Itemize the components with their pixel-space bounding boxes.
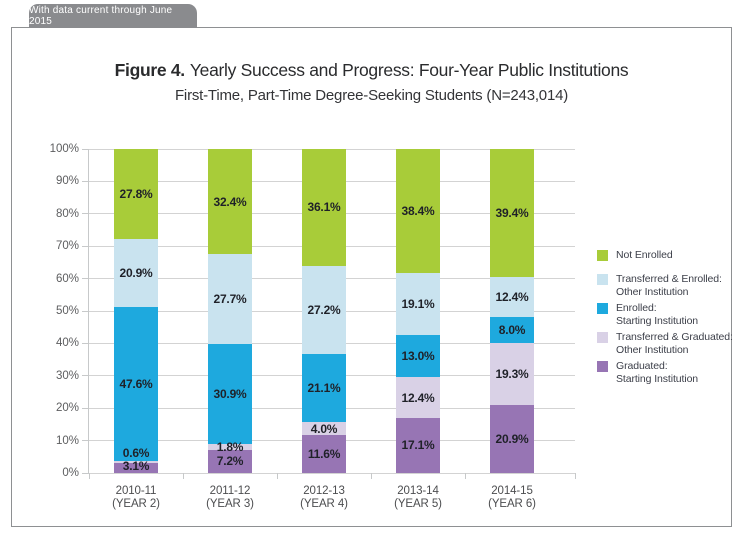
- legend-label: [616, 249, 673, 262]
- data-currency-label: With data current through June 2015: [29, 5, 173, 27]
- legend-item-transferred-graduated: [597, 332, 737, 357]
- legend-label: [616, 360, 698, 386]
- bar-segment-label: 19.3%: [495, 367, 529, 382]
- data-currency-tab: [29, 4, 197, 28]
- figure-number: Figure 4.: [114, 60, 185, 80]
- x-axis-tick: [465, 473, 466, 479]
- bar-segment-label: 19.1%: [401, 297, 435, 312]
- y-axis-label: 10%: [55, 434, 79, 447]
- x-axis-tick: [371, 473, 372, 479]
- y-axis-label: 20%: [55, 402, 79, 415]
- x-axis-label: [277, 485, 371, 511]
- legend-label: [616, 302, 698, 328]
- bar-segment-label: 1.8%: [216, 439, 244, 454]
- y-axis-label: 30%: [55, 369, 79, 382]
- figure-title-text: Yearly Success and Progress: Four-Year Public Institutions: [189, 60, 629, 80]
- x-axis-label-line: 2014-15: [491, 485, 533, 497]
- x-axis-label-line: 2012-13: [303, 485, 345, 497]
- y-axis-label: 60%: [55, 272, 79, 285]
- bar-segment-label: 21.1%: [307, 381, 341, 396]
- bar-segment-label: 27.2%: [307, 303, 341, 318]
- y-axis-label: 40%: [55, 337, 79, 350]
- legend-swatch-transferred-graduated: [597, 332, 608, 343]
- legend-item-not-enrolled: [597, 250, 737, 262]
- x-axis-tick: [89, 473, 90, 479]
- bar-segment-label: 17.1%: [401, 438, 435, 453]
- bar-segment-label: 36.1%: [307, 200, 341, 215]
- x-axis-label-line: (YEAR 4): [300, 498, 348, 510]
- figure-title: [12, 60, 731, 81]
- y-axis-label: 100%: [49, 143, 79, 155]
- bar-segment-label: 27.7%: [213, 291, 247, 306]
- y-axis-line: [88, 149, 89, 473]
- legend-label-line: Starting Institution: [616, 373, 699, 385]
- bar-segment-label: 39.4%: [495, 205, 529, 220]
- y-axis-label: 70%: [55, 240, 79, 253]
- bar-segment-label: 47.6%: [119, 376, 153, 391]
- legend-label-line: Other Institution: [616, 286, 689, 298]
- bar-segment-label: 20.9%: [119, 265, 153, 280]
- x-axis-label: [89, 485, 183, 511]
- bar-segment-label: 3.1%: [122, 459, 150, 473]
- bar-segment-label: 0.6%: [122, 446, 150, 460]
- x-axis-label-line: (YEAR 3): [206, 498, 254, 510]
- legend-label-line: Not Enrolled: [616, 249, 673, 261]
- legend-swatch-transferred-enrolled: [597, 274, 608, 285]
- x-axis-label-line: 2010-11: [115, 485, 157, 497]
- x-axis-label-line: (YEAR 6): [488, 498, 536, 510]
- legend-item-enrolled-starting: [597, 303, 737, 328]
- y-axis-label: 80%: [55, 207, 79, 220]
- bar-segment-label: 11.6%: [307, 447, 341, 462]
- bar-segment-label: 12.4%: [495, 289, 529, 304]
- x-axis-label-line: (YEAR 5): [394, 498, 442, 510]
- x-axis-label-line: 2013-14: [397, 485, 439, 497]
- x-axis-tick: [183, 473, 184, 479]
- figure-subtitle: First-Time, Part-Time Degree-Seeking Students (N=243,014): [174, 87, 569, 104]
- y-axis-label: 90%: [55, 175, 79, 188]
- bar-segment-label: 27.8%: [119, 187, 153, 202]
- figure-border-box: [11, 27, 732, 527]
- x-axis-label-line: 2011-12: [209, 485, 251, 497]
- legend-label-line: Transferred & Enrolled:: [616, 273, 722, 285]
- y-axis-label: 50%: [55, 305, 79, 317]
- legend-label-line: Starting Institution: [616, 315, 699, 327]
- bar-segment-label: 8.0%: [498, 322, 526, 337]
- chart-legend: [597, 250, 737, 390]
- bar-segment-label: 20.9%: [495, 432, 529, 447]
- figure-header: [12, 60, 731, 104]
- bar-segment-label: 12.4%: [401, 390, 435, 405]
- bar-segment-label: 32.4%: [213, 194, 247, 209]
- legend-swatch-enrolled-starting: [597, 303, 608, 314]
- bar-segment-label: 7.2%: [216, 454, 244, 469]
- legend-label-line: Other Institution: [616, 344, 689, 356]
- legend-swatch-not-enrolled: [597, 250, 608, 261]
- legend-item-graduated-starting: [597, 361, 737, 386]
- chart-plot-area: [49, 143, 575, 510]
- bar-segment-label: 13.0%: [401, 349, 435, 364]
- x-axis-label: [183, 485, 277, 511]
- legend-label: [616, 273, 722, 299]
- x-axis-label: [465, 485, 559, 511]
- y-axis-label: 0%: [62, 467, 79, 479]
- legend-label-line: Transferred & Graduated:: [616, 331, 733, 343]
- legend-label-line: Graduated:: [616, 360, 668, 372]
- legend-label-line: Enrolled:: [616, 302, 657, 314]
- x-axis-tick: [575, 473, 576, 479]
- x-axis-label: [371, 485, 465, 511]
- legend-item-transferred-enrolled: [597, 274, 737, 299]
- bar-segment-label: 38.4%: [401, 204, 435, 219]
- x-axis-label-line: (YEAR 2): [112, 498, 160, 510]
- legend-label: [616, 331, 733, 357]
- bar-segment-label: 4.0%: [310, 421, 338, 436]
- bar-segment-label: 30.9%: [213, 386, 247, 401]
- legend-swatch-graduated-starting: [597, 361, 608, 372]
- x-axis-tick: [277, 473, 278, 479]
